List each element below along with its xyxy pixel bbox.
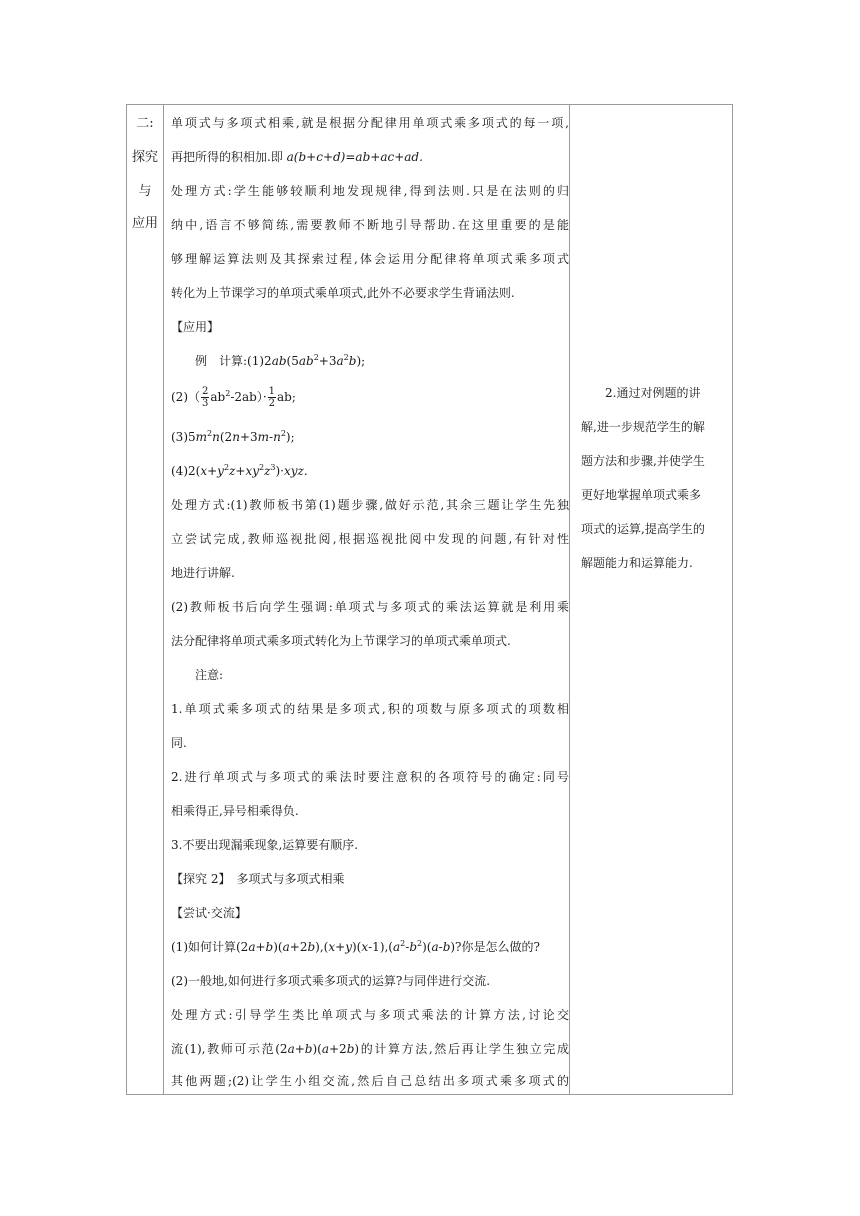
rule-line: 再把所得的积相加.即 a(b+c+d)=ab+ac+ad. xyxy=(171,150,423,164)
note-line: 1.单项式乘多项式的结果是多项式,积的项数与原多项式的项数相 xyxy=(171,702,569,716)
note-line: 3.不要出现漏乘现象,运算要有顺序. xyxy=(171,838,359,852)
section-label-cell xyxy=(127,105,163,1094)
note-line: 相乘得正,异号相乘得负. xyxy=(171,804,299,818)
intent-line: 2.通过对例题的讲 xyxy=(605,386,701,400)
section-label-line: 探究 xyxy=(131,150,158,165)
method-line: 其他两题;(2)让学生小组交流,然后自己总结出多项式乘多项式的 xyxy=(171,1074,569,1088)
try-heading: 【尝试·交流】 xyxy=(171,906,247,920)
note-line: 同. xyxy=(171,736,187,750)
question-2: (2)一般地,如何进行多项式乘多项式的运算?与同伴进行交流. xyxy=(171,974,491,988)
note-heading: 注意: xyxy=(195,668,224,682)
emphasis-line: 法分配律将单项式乘多项式转化为上节课学习的单项式乘单项式. xyxy=(171,634,511,648)
method-line: 流(1),教师可示范(2a+b)(a+2b)的计算方法,然后再让学生独立完成 xyxy=(171,1042,569,1056)
method-line: 处理方式:引导学生类比单项式与多项式乘法的计算方法,讨论交 xyxy=(171,1008,569,1022)
example-4: $(4)2(x+y^2z+xy^2z^3)\cdot xyz$. xyxy=(171,463,308,478)
lesson-table xyxy=(126,104,733,1095)
rule-formula: a(b+c+d)=ab+ac+ad. xyxy=(286,150,423,164)
apply-heading: 【应用】 xyxy=(171,320,220,334)
method-line: 处理方式:(1)教师板书第(1)题步骤,做好示范,其余三题让学生先独 xyxy=(171,498,569,512)
question-1: (1)如何计算$(2a+b)(a+2b),(x+y)(x-1),(a^2-b^2)(a-b)$?你是怎么做的? xyxy=(171,939,540,954)
emphasis-line: (2)教师板书后向学生强调:单项式与多项式的乘法运算就是利用乘 xyxy=(171,600,569,614)
example-label: 例 计算: xyxy=(195,354,248,368)
note-line: 2.进行单项式与多项式的乘法时要注意积的各项符号的确定:同号 xyxy=(171,770,569,784)
intent-line: 项式的运算,提高学生的 xyxy=(581,522,705,536)
intent-line: 解题能力和运算能力. xyxy=(581,556,693,570)
example-intro xyxy=(171,353,365,369)
method-line: 够理解运算法则及其探索过程,体会运用分配律将单项式乘多项式 xyxy=(171,252,569,266)
intent-line: 解,进一步规范学生的解 xyxy=(581,420,705,434)
method-line: 立尝试完成,教师巡视批阅,根据巡视批阅中发现的问题,有针对性 xyxy=(171,532,569,546)
method-line: 转化为上节课学习的单项式乘单项式,此外不必要求学生背诵法则. xyxy=(171,286,515,300)
intent-line: 题方法和步骤,并使学生 xyxy=(581,454,705,468)
section-label-line: 与 xyxy=(138,184,152,199)
section-label-line: 二: xyxy=(136,116,154,131)
example-2: (2)（ $\frac{2}{3}$ $ab^2-2ab)\cdot$ $\frac{1}{2}$ ab; xyxy=(171,386,296,409)
section-label-line: 应用 xyxy=(131,216,158,231)
intent-line: 更好地掌握单项式乘多 xyxy=(581,488,702,502)
column-divider xyxy=(163,105,164,1094)
rule-line: 单项式与多项式相乘,就是根据分配律用单项式乘多项式的每一项, xyxy=(171,116,569,130)
method-line: 纳中,语言不够简练,需要教师不断地引导帮助.在这里重要的是能 xyxy=(171,218,569,232)
method-line: 处理方式:学生能够较顺利地发现规律,得到法则.只是在法则的归 xyxy=(171,184,569,198)
example-3: $(3)5m^2n(2n+3m-n^2)$; xyxy=(171,429,295,444)
method-line: 地进行讲解. xyxy=(171,566,235,580)
explore2-heading: 【探究 2】 多项式与多项式相乘 xyxy=(171,872,345,886)
column-divider xyxy=(569,105,570,1094)
example-1: $(1)2ab(5ab^2+3a^2b)$; xyxy=(247,353,366,368)
